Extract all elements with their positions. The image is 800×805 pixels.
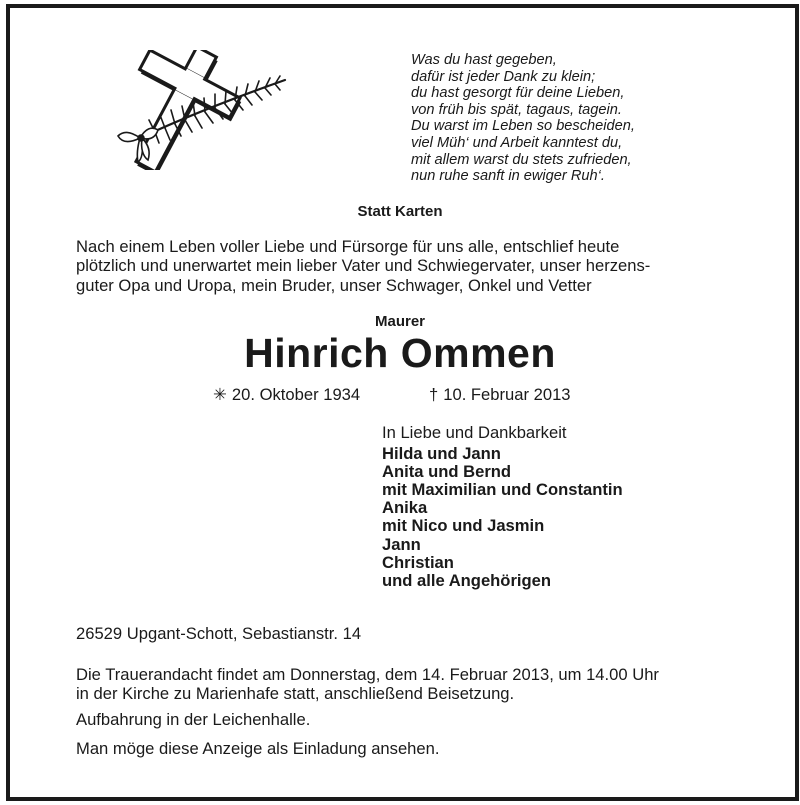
intro-line: plötzlich und unerwartet mein lieber Vater und Schwiegervater, unser herzens- (76, 256, 651, 276)
death-date-text: 10. Februar 2013 (443, 385, 571, 404)
intro-line: Nach einem Leben voller Liebe und Fürsorge für uns alle, entschlief heute (76, 237, 620, 256)
intro-text (76, 237, 650, 295)
family-address: 26529 Upgant-Schott, Sebastianstr. 14 (76, 624, 362, 643)
cross-with-palm-icon (110, 50, 310, 170)
mourners-block (382, 424, 623, 590)
service-line: in der Kirche zu Marienhafe statt, anschließend Beisetzung. (76, 684, 515, 704)
service-line: Die Trauerandacht findet am Donnerstag, dem 14. Februar 2013, um 14.00 Uhr (76, 665, 659, 684)
occupation-label: Maurer (374, 313, 426, 330)
service-info (76, 665, 659, 704)
birth-date-text: 20. Oktober 1934 (231, 385, 361, 404)
poem-line: von früh bis spät, tagaus, tagein. (411, 101, 622, 118)
statt-karten-heading: Statt Karten (357, 203, 443, 220)
mourner-name: Hilda und Jann (382, 444, 501, 464)
poem-line: viel Müh‘ und Arbeit kanntest du, (411, 134, 623, 151)
viewing-info: Aufbahrung in der Leichenhalle. (76, 710, 311, 729)
birth-star-icon: ✳ (213, 385, 227, 404)
death-date (429, 385, 571, 405)
mourner-name: Christian (382, 552, 454, 572)
deceased-name: Hinrich Ommen (244, 330, 556, 376)
birth-date (213, 385, 360, 405)
poem-line: mit allem warst du stets zufrieden, (411, 151, 632, 168)
mourner-name: Jann (382, 534, 421, 554)
poem-line: Du warst im Leben so bescheiden, (411, 118, 635, 135)
mourner-name: mit Nico und Jasmin (382, 516, 545, 536)
mourner-name: und alle Angehörigen (382, 570, 552, 590)
poem (411, 52, 635, 185)
intro-line: guter Opa und Uropa, mein Bruder, unser Schwager, Onkel und Vetter (76, 275, 592, 295)
mourner-name: mit Maximilian und Constantin (382, 480, 623, 500)
mourners-intro: In Liebe und Dankbarkeit (382, 423, 567, 442)
poem-line: nun ruhe sanft in ewiger Ruh‘. (411, 168, 605, 185)
death-cross-icon: † (429, 385, 439, 404)
mourner-name: Anika (382, 498, 428, 518)
poem-line: Was du hast gegeben, (411, 52, 557, 68)
mourner-name: Anita und Bernd (382, 462, 512, 482)
poem-line: du hast gesorgt für deine Lieben, (411, 85, 625, 102)
poem-line: dafür ist jeder Dank zu klein; (411, 68, 596, 85)
invitation-note: Man möge diese Anzeige als Einladung ansehen. (76, 739, 440, 758)
